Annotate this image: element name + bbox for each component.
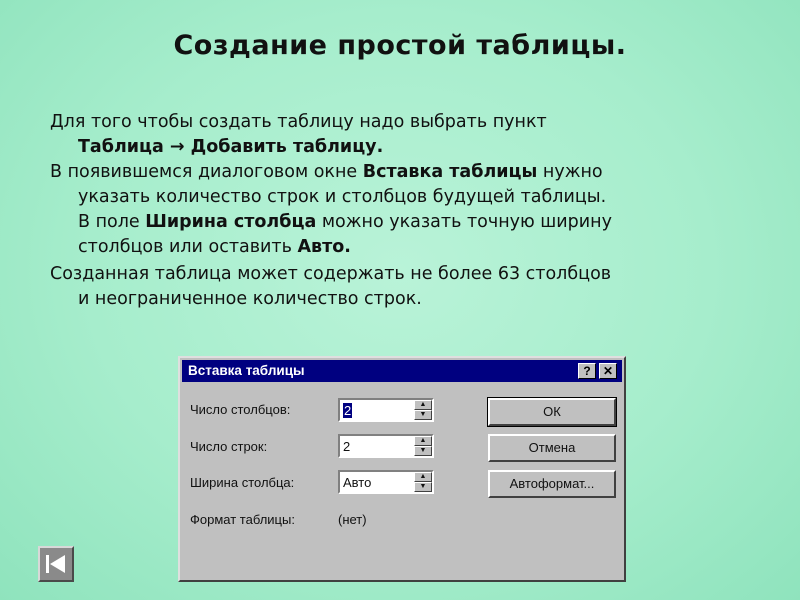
width-label: Ширина столбца: bbox=[190, 475, 295, 490]
dialog-titlebar[interactable] bbox=[182, 360, 622, 382]
p2-bold-dialog: Вставка таблицы bbox=[362, 162, 538, 182]
back-to-start-glyph bbox=[40, 548, 72, 580]
p3-line2: и неограниченное количество строк. bbox=[78, 289, 422, 309]
insert-table-dialog bbox=[178, 356, 626, 582]
dialog-title: Вставка таблицы bbox=[188, 363, 305, 378]
width-down-arrow-icon[interactable]: ▼ bbox=[414, 482, 432, 492]
close-icon[interactable]: ✕ bbox=[599, 363, 617, 379]
p2-line3 bbox=[50, 210, 770, 235]
width-value[interactable]: Авто bbox=[343, 475, 372, 490]
p2-mid: нужно bbox=[537, 162, 603, 182]
p1-bold bbox=[50, 135, 770, 160]
p3-line1: Созданная таблица может содержать не более 63 столбцов bbox=[50, 264, 612, 284]
p2-line4 bbox=[50, 235, 770, 260]
menu-path: Таблица → Добавить таблицу. bbox=[78, 137, 384, 157]
paragraph-2 bbox=[50, 160, 770, 260]
p1-text: Для того чтобы создать таблицу надо выбрать пункт bbox=[50, 112, 547, 132]
p2-bold-auto: Авто. bbox=[297, 237, 351, 257]
format-value: (нет) bbox=[338, 512, 367, 527]
format-label: Формат таблицы: bbox=[190, 512, 295, 527]
p2-line3-end: можно указать точную ширину bbox=[316, 212, 612, 232]
ok-button[interactable]: ОК bbox=[488, 398, 616, 426]
cols-value[interactable]: 2 bbox=[344, 403, 352, 418]
back-to-start-icon[interactable] bbox=[38, 546, 74, 582]
rows-down-arrow-icon[interactable]: ▼ bbox=[414, 446, 432, 456]
paragraph-3 bbox=[50, 262, 770, 312]
p2-bold-field: Ширина столбца bbox=[145, 212, 317, 232]
cols-label: Число столбцов: bbox=[190, 402, 291, 417]
cancel-button[interactable]: Отмена bbox=[488, 434, 616, 462]
rows-up-arrow-icon[interactable]: ▲ bbox=[414, 436, 432, 446]
width-up-arrow-icon[interactable]: ▲ bbox=[414, 472, 432, 482]
paragraph-1 bbox=[50, 110, 770, 160]
rows-stepper[interactable] bbox=[338, 434, 434, 458]
cols-up-arrow-icon[interactable]: ▲ bbox=[414, 400, 432, 410]
slide-title: Создание простой таблицы. bbox=[173, 30, 627, 61]
p2-start: В появившемся диалоговом окне bbox=[50, 162, 363, 182]
cols-stepper[interactable] bbox=[338, 398, 434, 422]
width-stepper[interactable] bbox=[338, 470, 434, 494]
p2-line2: указать количество строк и столбцов будущей таблицы. bbox=[78, 187, 607, 207]
p2-line3-start: В поле bbox=[78, 212, 146, 232]
p2-line4-start: столбцов или оставить bbox=[78, 237, 298, 257]
cols-down-arrow-icon[interactable]: ▼ bbox=[414, 410, 432, 420]
autoformat-button[interactable]: Автоформат... bbox=[488, 470, 616, 498]
rows-label: Число строк: bbox=[190, 439, 268, 454]
rows-value[interactable]: 2 bbox=[343, 439, 351, 454]
help-icon[interactable]: ? bbox=[578, 363, 596, 379]
